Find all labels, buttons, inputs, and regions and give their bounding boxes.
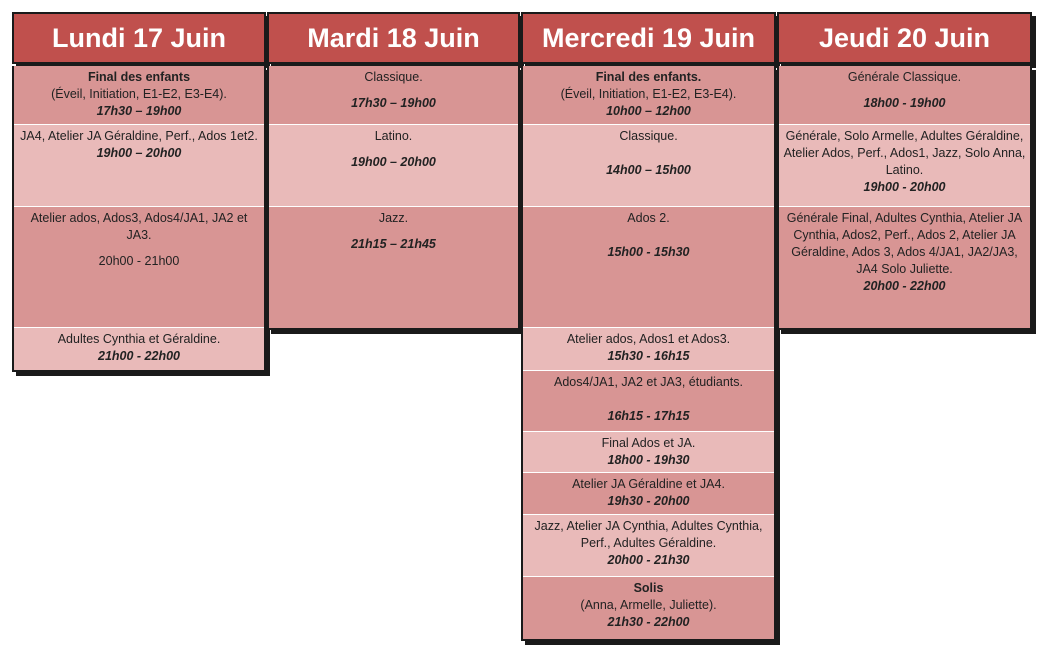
slot-description: Atelier JA Géraldine et JA4.: [572, 477, 725, 491]
slot-title: Final des enfants: [87, 70, 191, 84]
schedule-slot: [269, 125, 518, 207]
slot-description: Latino.: [374, 129, 413, 143]
slot-time: 10h00 – 12h00: [606, 104, 691, 118]
schedule-slot: [523, 515, 774, 577]
day-header-label: Mardi 18 Juin: [307, 22, 480, 53]
day-header-label: Mercredi 19 Juin: [541, 22, 756, 53]
schedule-slot: [779, 207, 1030, 328]
slot-description: (Anna, Armelle, Juliette).: [580, 598, 717, 612]
slot-time: 20h00 - 22h00: [863, 279, 946, 293]
day-header-jeudi: [777, 12, 1032, 64]
slot-time: 14h00 – 15h00: [606, 163, 691, 177]
schedule-slot: [523, 125, 774, 207]
slot-time: 20h00 - 21h00: [98, 254, 180, 268]
schedule-slot: [269, 207, 518, 328]
day-header-mardi: [267, 12, 520, 64]
slot-description: Générale Classique.: [847, 70, 962, 84]
slot-title: Solis: [633, 581, 664, 595]
slot-description: Final Ados et JA.: [601, 436, 696, 450]
slot-description: JA4, Atelier JA Géraldine, Perf., Ados 1et2.: [20, 129, 258, 143]
column-mercredi: [521, 66, 776, 641]
schedule-slot: [523, 473, 774, 515]
slot-description: Atelier ados, Ados1 et Ados3.: [566, 332, 731, 346]
slot-time: 18h00 - 19h00: [863, 96, 946, 110]
schedule-slot: [779, 66, 1030, 125]
slot-time: 19h00 – 20h00: [96, 146, 182, 160]
slot-time: 19h00 - 20h00: [863, 180, 946, 194]
slot-time: 19h00 – 20h00: [351, 155, 436, 169]
schedule-slot: [523, 371, 774, 432]
slot-time: 21h00 - 22h00: [98, 349, 180, 363]
slot-title: Final des enfants.: [595, 70, 702, 84]
column-lundi: [12, 66, 266, 372]
day-header-lundi: [12, 12, 266, 64]
slot-description: (Éveil, Initiation, E1-E2, E3-E4).: [51, 87, 227, 101]
slot-description: Classique.: [364, 70, 423, 84]
slot-time: 19h30 - 20h00: [607, 494, 690, 508]
day-header-label: Jeudi 20 Juin: [818, 22, 991, 53]
slot-description: Ados 2.: [627, 211, 670, 225]
schedule-slot: [14, 207, 264, 328]
slot-description: Classique.: [619, 129, 678, 143]
slot-time: 17h30 – 19h00: [351, 96, 436, 110]
slot-time: 17h30 – 19h00: [96, 104, 182, 118]
day-header-label: Lundi 17 Juin: [51, 22, 226, 53]
column-mardi: [267, 66, 520, 330]
slot-time: 20h00 - 21h30: [607, 553, 690, 567]
schedule-slot: [523, 432, 774, 473]
slot-description: Générale, Solo Armelle, Adultes Géraldine, Atelier Ados, Perf., Ados1, Jazz, Solo Anna, Latino.: [783, 129, 1026, 177]
slot-time: 18h00 - 19h30: [607, 453, 690, 467]
slot-description: Jazz.: [378, 211, 409, 225]
slot-time: 16h15 - 17h15: [607, 409, 690, 423]
schedule-slot: [14, 328, 264, 370]
schedule-slot: [269, 66, 518, 125]
slot-description: Atelier ados, Ados3, Ados4/JA1, JA2 et JA3.: [30, 211, 248, 242]
slot-description: Jazz, Atelier JA Cynthia, Adultes Cynthia, Perf., Adultes Géraldine.: [534, 519, 763, 550]
slot-description: Ados4/JA1, JA2 et JA3, étudiants.: [553, 375, 743, 389]
schedule-slot: [523, 328, 774, 371]
slot-time: 15h00 - 15h30: [607, 245, 690, 259]
slot-description: Générale Final, Adultes Cynthia, Atelier JA Cynthia, Ados2, Perf., Ados 2, Atelier JA Géraldine, Ados 3, Ados 4/JA1, JA2/JA3, JA4 Solo Juliette.: [786, 211, 1023, 276]
slot-description: Adultes Cynthia et Géraldine.: [57, 332, 221, 346]
schedule-slot: [523, 207, 774, 328]
slot-description: (Éveil, Initiation, E1-E2, E3-E4).: [560, 87, 737, 101]
schedule-slot: [523, 66, 774, 125]
schedule-slot: [523, 577, 774, 639]
schedule-slot: [14, 125, 264, 207]
slot-time: 21h30 - 22h00: [607, 615, 690, 629]
column-jeudi: [777, 66, 1032, 330]
slot-time: 15h30 - 16h15: [607, 349, 690, 363]
schedule-slot: [14, 66, 264, 125]
day-header-mercredi: [521, 12, 776, 64]
schedule-slot: [779, 125, 1030, 207]
slot-time: 21h15 – 21h45: [351, 237, 436, 251]
